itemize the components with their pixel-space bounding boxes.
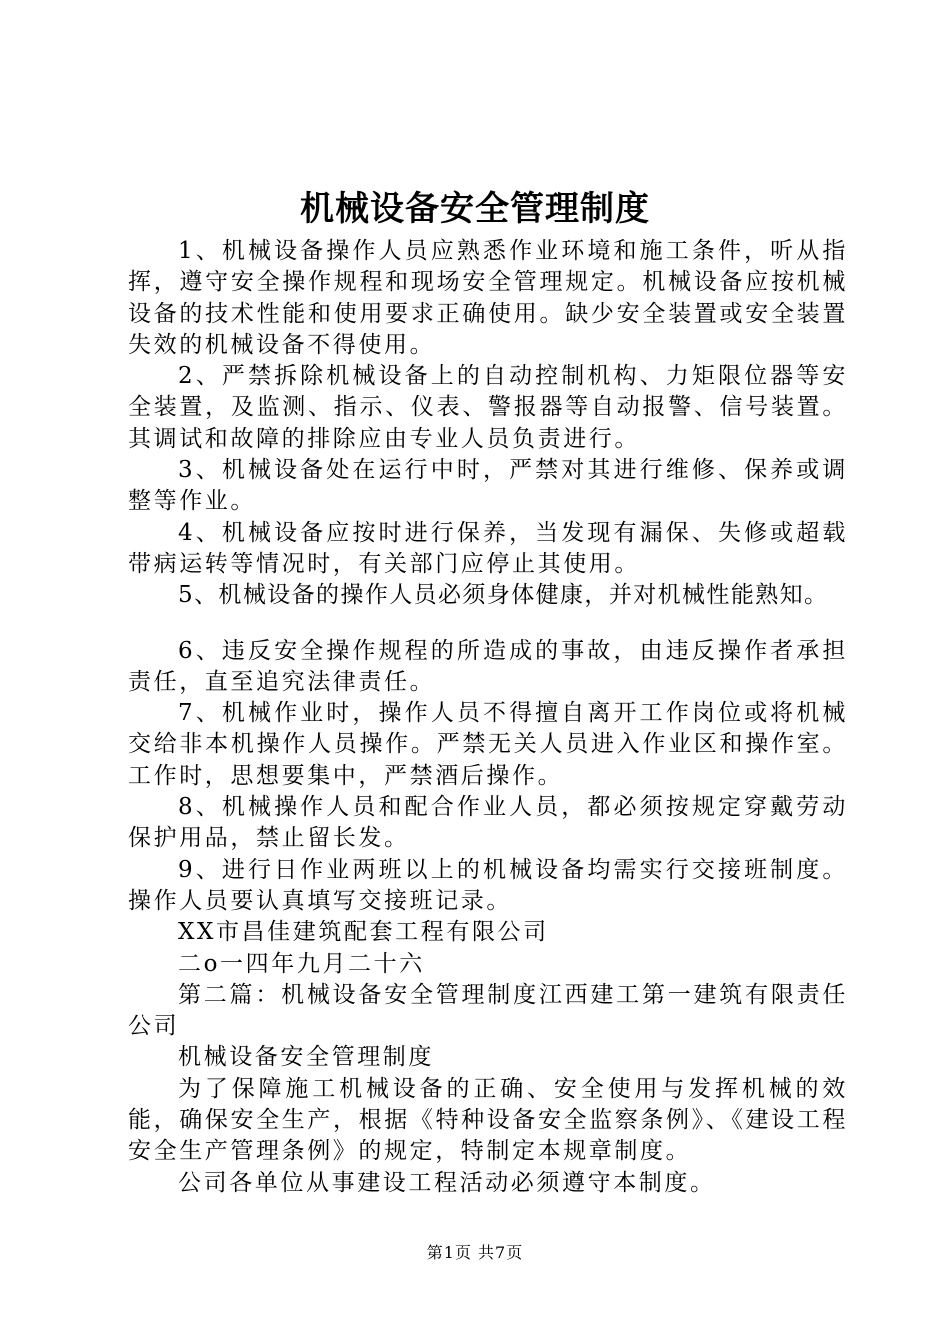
second-part-intro: 为了保障施工机械设备的正确、安全使用与发挥机械的效能，确保安全生产，根据《特种设备安全监察条例》、《建设工程安全生产管理条例》的规定，特制定本规章制度。 [128, 1075, 848, 1165]
paragraph-2: 2、严禁拆除机械设备上的自动控制机构、力矩限位器等安全装置，及监测、指示、仪表、警报器等自动报警、信号装置。其调试和故障的排除应由专业人员负责进行。 [128, 363, 848, 452]
second-part-title: 机械设备安全管理制度 [178, 1044, 434, 1071]
document-date: 二o一四年九月二十六 [178, 950, 425, 977]
paragraph-7: 7、机械作业时，操作人员不得擅自离开工作岗位或将机械交给非本机操作人员操作。严禁无关人员进入作业区和操作室。工作时，思想要集中，严禁酒后操作。 [128, 700, 848, 789]
paragraph-4: 4、机械设备应按时进行保养，当发现有漏保、失修或超载带病运转等情况时，有关部门应停止其使用。 [128, 519, 848, 577]
second-part-heading: 第二篇：机械设备安全管理制度江西建工第一建筑有限责任公司 [128, 981, 848, 1040]
page-number: 第1页 共7页 [426, 1243, 524, 1262]
document-body [128, 236, 848, 1199]
paragraph-5: 5、机械设备的操作人员必须身体健康，并对机械性能熟知。 [178, 582, 829, 609]
second-part-scope: 公司各单位从事建设工程活动必须遵守本制度。 [178, 1169, 716, 1196]
paragraph-1: 1、机械设备操作人员应熟悉作业环境和施工条件，听从指挥，遵守安全操作规程和现场安全管理规定。机械设备应按机械设备的技术性能和使用要求正确使用。缺少安全装置或安全装置失效的机械设备不得使用。 [128, 238, 848, 358]
document-title: 机械设备安全管理制度 [300, 189, 650, 229]
paragraph-6: 6、违反安全操作规程的所造成的事故，由违反操作者承担责任，直至追究法律责任。 [128, 637, 848, 695]
paragraph-9: 9、进行日作业两班以上的机械设备均需实行交接班制度。操作人员要认真填写交接班记录。 [128, 856, 848, 914]
paragraph-3: 3、机械设备处在运行中时，严禁对其进行维修、保养或调整等作业。 [128, 457, 848, 515]
paragraph-8: 8、机械操作人员和配合作业人员，都必须按规定穿戴劳动保护用品，禁止留长发。 [128, 794, 848, 852]
company-name: XX市昌佳建筑配套工程有限公司 [178, 919, 549, 946]
